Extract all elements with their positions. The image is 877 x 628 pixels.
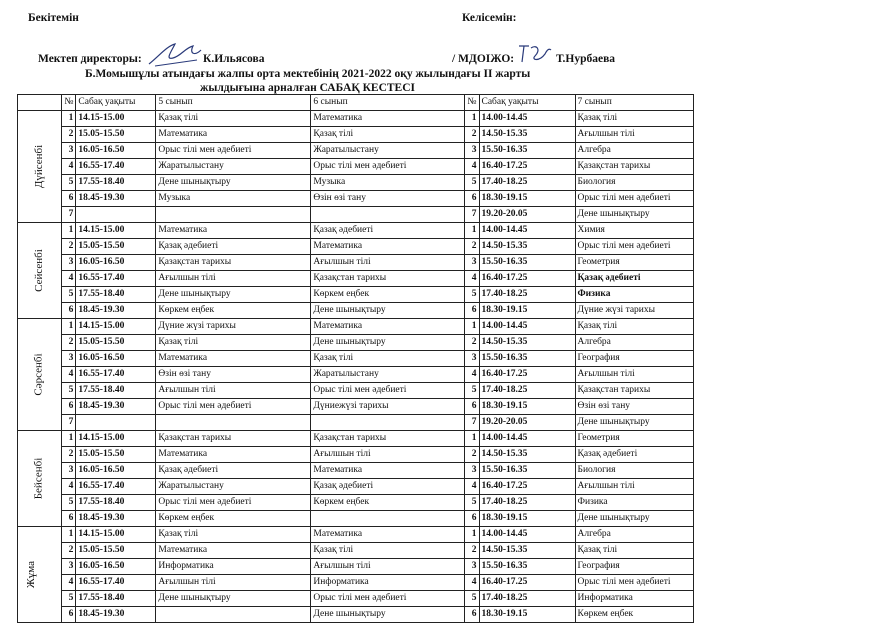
lesson-number-2: 5 — [465, 287, 479, 303]
grade-5-subject: Математика — [156, 127, 311, 143]
lesson-number: 2 — [62, 127, 76, 143]
day-name: Дүйсенбі — [33, 144, 46, 189]
lesson-time: 18.45-19.30 — [76, 303, 156, 319]
grade-7-subject: Қазақ әдебиеті — [575, 447, 693, 463]
grade-5-subject: Жаратылыстану — [156, 159, 311, 175]
lesson-time — [76, 415, 156, 431]
director-signature-icon — [145, 38, 205, 70]
lesson-number-2: 3 — [465, 463, 479, 479]
grade-7-subject: География — [575, 559, 693, 575]
grade-6-subject: Көркем еңбек — [311, 495, 465, 511]
grade-6-subject: Жаратылыстану — [311, 143, 465, 159]
grade-6-subject: Қазақстан тарихы — [311, 431, 465, 447]
lesson-time-2: 14.50-15.35 — [479, 127, 575, 143]
table-header-row — [18, 95, 694, 111]
lesson-time: 15.05-15.50 — [76, 127, 156, 143]
grade-5-subject: Көркем еңбек — [156, 511, 311, 527]
table-row — [18, 591, 694, 607]
table-row — [18, 495, 694, 511]
lesson-number: 3 — [62, 463, 76, 479]
lesson-time: 15.05-15.50 — [76, 447, 156, 463]
grade-5-subject: Орыс тілі мен әдебиеті — [156, 399, 311, 415]
grade-6-subject: Орыс тілі мен әдебиеті — [311, 383, 465, 399]
lesson-number-2: 2 — [465, 239, 479, 255]
lesson-number-2: 4 — [465, 159, 479, 175]
grade-6-subject: Дене шынықтыру — [311, 607, 465, 623]
grade-5-subject: Өзін өзі тану — [156, 367, 311, 383]
table-row — [18, 399, 694, 415]
grade-6-subject: Қазақ тілі — [311, 127, 465, 143]
grade-7-subject: Биология — [575, 463, 693, 479]
table-row — [18, 207, 694, 223]
grade-5-subject: Дүние жүзі тарихы — [156, 319, 311, 335]
grade-7-subject: Дүние жүзі тарихы — [575, 303, 693, 319]
grade-6-subject: Дүниежүзі тарихы — [311, 399, 465, 415]
lesson-number: 6 — [62, 191, 76, 207]
grade-5-subject: Математика — [156, 543, 311, 559]
lesson-time-2: 14.00-14.45 — [479, 527, 575, 543]
lesson-number: 3 — [62, 351, 76, 367]
grade-5-subject: Жаратылыстану — [156, 479, 311, 495]
lesson-time-2: 17.40-18.25 — [479, 495, 575, 511]
grade-7-subject: Қазақ тілі — [575, 319, 693, 335]
grade-7-subject: География — [575, 351, 693, 367]
agreement-title: Келісемін: — [462, 12, 517, 24]
grade-7-subject: Көркем еңбек — [575, 607, 693, 623]
lesson-time: 16.55-17.40 — [76, 479, 156, 495]
day-label — [18, 527, 62, 623]
lesson-time: 18.45-19.30 — [76, 399, 156, 415]
grade-7-subject: Ағылшын тілі — [575, 367, 693, 383]
grade-7-subject: Геометрия — [575, 255, 693, 271]
table-row — [18, 383, 694, 399]
lesson-time-2: 16.40-17.25 — [479, 479, 575, 495]
grade-6-subject: Қазақ тілі — [311, 543, 465, 559]
lesson-time-2: 18.30-19.15 — [479, 191, 575, 207]
grade-7-subject: Геометрия — [575, 431, 693, 447]
lesson-number-2: 5 — [465, 175, 479, 191]
table-row — [18, 271, 694, 287]
table-row — [18, 431, 694, 447]
grade-6-subject: Орыс тілі мен әдебиеті — [311, 159, 465, 175]
lesson-time-2: 14.50-15.35 — [479, 335, 575, 351]
grade-5-subject: Ағылшын тілі — [156, 575, 311, 591]
lesson-time-2: 18.30-19.15 — [479, 303, 575, 319]
grade-5-subject: Қазақ тілі — [156, 111, 311, 127]
grade-5-subject: Математика — [156, 351, 311, 367]
lesson-time-2: 14.00-14.45 — [479, 223, 575, 239]
grade-7-subject: Алгебра — [575, 527, 693, 543]
lesson-number: 4 — [62, 575, 76, 591]
lesson-number: 2 — [62, 447, 76, 463]
lesson-time: 14.15-15.00 — [76, 431, 156, 447]
lesson-number-2: 6 — [465, 399, 479, 415]
grade-5-subject: Ағылшын тілі — [156, 383, 311, 399]
grade-5-subject: Көркем еңбек — [156, 303, 311, 319]
lesson-number-2: 2 — [465, 335, 479, 351]
lesson-number-2: 1 — [465, 527, 479, 543]
lesson-number: 5 — [62, 175, 76, 191]
day-label — [18, 223, 62, 319]
day-label — [18, 319, 62, 431]
lesson-number-2: 2 — [465, 447, 479, 463]
grade-6-subject: Математика — [311, 239, 465, 255]
lesson-time-2: 16.40-17.25 — [479, 367, 575, 383]
lesson-number-2: 3 — [465, 255, 479, 271]
grade-6-subject: Музыка — [311, 175, 465, 191]
lesson-number: 2 — [62, 239, 76, 255]
deputy-signature-icon — [515, 40, 555, 68]
lesson-number-2: 1 — [465, 319, 479, 335]
lesson-time: 15.05-15.50 — [76, 335, 156, 351]
grade-7-subject: Дене шынықтыру — [575, 511, 693, 527]
lesson-number-2: 4 — [465, 367, 479, 383]
lesson-number-2: 2 — [465, 543, 479, 559]
director-name: К.Ильясова — [203, 53, 265, 65]
header-time-2: Сабақ уақыты — [479, 95, 575, 111]
grade-7-subject: Физика — [575, 495, 693, 511]
grade-5-subject — [156, 415, 311, 431]
grade-6-subject: Дене шынықтыру — [311, 303, 465, 319]
lesson-time-2: 17.40-18.25 — [479, 175, 575, 191]
lesson-time-2: 18.30-19.15 — [479, 511, 575, 527]
table-row — [18, 239, 694, 255]
grade-6-subject: Жаратылыстану — [311, 367, 465, 383]
lesson-number: 4 — [62, 271, 76, 287]
grade-7-subject: Алгебра — [575, 335, 693, 351]
lesson-number-2: 3 — [465, 143, 479, 159]
grade-6-subject: Ағылшын тілі — [311, 447, 465, 463]
table-row — [18, 143, 694, 159]
lesson-number-2: 6 — [465, 607, 479, 623]
lesson-number-2: 1 — [465, 223, 479, 239]
table-row — [18, 335, 694, 351]
lesson-time: 18.45-19.30 — [76, 511, 156, 527]
table-row — [18, 159, 694, 175]
lesson-time — [76, 207, 156, 223]
grade-6-subject — [311, 207, 465, 223]
grade-6-subject: Өзін өзі тану — [311, 191, 465, 207]
table-row — [18, 511, 694, 527]
lesson-time: 15.05-15.50 — [76, 239, 156, 255]
lesson-number-2: 6 — [465, 191, 479, 207]
lesson-time-2: 15.50-16.35 — [479, 255, 575, 271]
lesson-time: 14.15-15.00 — [76, 111, 156, 127]
lesson-time: 16.05-16.50 — [76, 559, 156, 575]
grade-5-subject: Қазақ әдебиеті — [156, 463, 311, 479]
grade-6-subject: Қазақстан тарихы — [311, 271, 465, 287]
grade-7-subject: Алгебра — [575, 143, 693, 159]
lesson-time-2: 14.00-14.45 — [479, 431, 575, 447]
lesson-number: 5 — [62, 383, 76, 399]
lesson-time-2: 15.50-16.35 — [479, 559, 575, 575]
grade-6-subject: Информатика — [311, 575, 465, 591]
lesson-number-2: 1 — [465, 111, 479, 127]
lesson-number: 2 — [62, 543, 76, 559]
lesson-number: 3 — [62, 559, 76, 575]
lesson-number: 5 — [62, 591, 76, 607]
grade-5-subject: Математика — [156, 223, 311, 239]
header-grade-7: 7 сынып — [575, 95, 693, 111]
grade-6-subject: Қазақ тілі — [311, 351, 465, 367]
lesson-time-2: 16.40-17.25 — [479, 159, 575, 175]
lesson-number: 1 — [62, 527, 76, 543]
table-row — [18, 367, 694, 383]
lesson-time: 16.55-17.40 — [76, 159, 156, 175]
lesson-number-2: 2 — [465, 127, 479, 143]
lesson-number: 6 — [62, 607, 76, 623]
table-row — [18, 575, 694, 591]
table-row — [18, 287, 694, 303]
grade-5-subject — [156, 607, 311, 623]
lesson-time: 16.05-16.50 — [76, 351, 156, 367]
grade-5-subject: Дене шынықтыру — [156, 175, 311, 191]
lesson-number-2: 4 — [465, 575, 479, 591]
day-name: Сәрсенбі — [32, 353, 45, 396]
grade-7-subject: Информатика — [575, 591, 693, 607]
table-row — [18, 175, 694, 191]
header-day-cell — [18, 95, 62, 111]
lesson-number-2: 6 — [465, 511, 479, 527]
lesson-number-2: 3 — [465, 559, 479, 575]
approval-title: Бекітемін — [28, 12, 79, 24]
grade-5-subject: Қазақ әдебиеті — [156, 239, 311, 255]
grade-5-subject: Қазақстан тарихы — [156, 255, 311, 271]
table-row — [18, 127, 694, 143]
header-num-2: № — [465, 95, 479, 111]
grade-7-subject: Қазақстан тарихы — [575, 383, 693, 399]
grade-5-subject: Ағылшын тілі — [156, 271, 311, 287]
grade-7-subject: Дене шынықтыру — [575, 207, 693, 223]
grade-6-subject: Ағылшын тілі — [311, 255, 465, 271]
lesson-time-2: 14.50-15.35 — [479, 239, 575, 255]
table-row — [18, 255, 694, 271]
deputy-name: Т.Нурбаева — [556, 53, 616, 65]
lesson-number: 7 — [62, 207, 76, 223]
table-row — [18, 111, 694, 127]
grade-6-subject — [311, 415, 465, 431]
table-row — [18, 415, 694, 431]
schedule-title-line2: жылдығына арналған САБАҚ КЕСТЕСІ — [200, 82, 416, 94]
grade-5-subject: Дене шынықтыру — [156, 591, 311, 607]
lesson-time-2: 17.40-18.25 — [479, 591, 575, 607]
lesson-number-2: 7 — [465, 207, 479, 223]
lesson-time: 14.15-15.00 — [76, 223, 156, 239]
lesson-time-2: 14.50-15.35 — [479, 447, 575, 463]
grade-5-subject: Математика — [156, 447, 311, 463]
lesson-number: 1 — [62, 319, 76, 335]
grade-7-subject: Химия — [575, 223, 693, 239]
schedule-table — [17, 94, 694, 623]
grade-6-subject: Көркем еңбек — [311, 287, 465, 303]
lesson-number: 1 — [62, 431, 76, 447]
grade-5-subject: Музыка — [156, 191, 311, 207]
lesson-number-2: 3 — [465, 351, 479, 367]
table-row — [18, 191, 694, 207]
grade-5-subject — [156, 207, 311, 223]
day-name: Сейсенбі — [32, 249, 45, 292]
grade-5-subject: Қазақ тілі — [156, 335, 311, 351]
lesson-number: 6 — [62, 303, 76, 319]
lesson-time-2: 16.40-17.25 — [479, 271, 575, 287]
grade-7-subject: Орыс тілі мен әдебиеті — [575, 575, 693, 591]
lesson-number: 5 — [62, 495, 76, 511]
grade-6-subject: Орыс тілі мен әдебиеті — [311, 591, 465, 607]
lesson-time: 14.15-15.00 — [76, 319, 156, 335]
lesson-number: 6 — [62, 511, 76, 527]
header-num: № — [62, 95, 76, 111]
lesson-number-2: 5 — [465, 383, 479, 399]
lesson-time-2: 14.00-14.45 — [479, 319, 575, 335]
lesson-number: 5 — [62, 287, 76, 303]
grade-7-subject: Орыс тілі мен әдебиеті — [575, 239, 693, 255]
lesson-time-2: 15.50-16.35 — [479, 143, 575, 159]
lesson-time-2: 19.20-20.05 — [479, 415, 575, 431]
grade-7-subject: Қазақ тілі — [575, 543, 693, 559]
header-grade-6: 6 сынып — [311, 95, 465, 111]
grade-5-subject: Қазақ тілі — [156, 527, 311, 543]
grade-7-subject: Қазақ тілі — [575, 111, 693, 127]
director-label: Мектеп директоры: — [38, 53, 142, 65]
grade-6-subject: Дене шынықтыру — [311, 335, 465, 351]
lesson-number: 4 — [62, 367, 76, 383]
grade-5-subject: Қазақстан тарихы — [156, 431, 311, 447]
table-row — [18, 559, 694, 575]
lesson-time: 16.05-16.50 — [76, 463, 156, 479]
lesson-time: 16.55-17.40 — [76, 367, 156, 383]
lesson-number: 4 — [62, 479, 76, 495]
grade-7-subject: Орыс тілі мен әдебиеті — [575, 191, 693, 207]
table-row — [18, 223, 694, 239]
deputy-label: / МДОІЖО: — [452, 53, 515, 65]
grade-6-subject: Қазақ әдебиеті — [311, 223, 465, 239]
day-label — [18, 431, 62, 527]
table-row — [18, 319, 694, 335]
lesson-time: 17.55-18.40 — [76, 383, 156, 399]
lesson-number: 4 — [62, 159, 76, 175]
lesson-number: 3 — [62, 143, 76, 159]
lesson-number-2: 6 — [465, 303, 479, 319]
table-row — [18, 607, 694, 623]
day-name: Бейсенбі — [32, 457, 45, 500]
grade-7-subject: Қазақ әдебиеті — [575, 271, 693, 287]
grade-7-subject: Физика — [575, 287, 693, 303]
grade-5-subject: Орыс тілі мен әдебиеті — [156, 143, 311, 159]
grade-6-subject: Қазақ әдебиеті — [311, 479, 465, 495]
grade-7-subject: Биология — [575, 175, 693, 191]
lesson-time: 18.45-19.30 — [76, 191, 156, 207]
grade-6-subject: Математика — [311, 319, 465, 335]
lesson-number: 6 — [62, 399, 76, 415]
grade-5-subject: Орыс тілі мен әдебиеті — [156, 495, 311, 511]
lesson-time-2: 15.50-16.35 — [479, 463, 575, 479]
lesson-time-2: 18.30-19.15 — [479, 607, 575, 623]
lesson-number: 1 — [62, 111, 76, 127]
lesson-number-2: 4 — [465, 271, 479, 287]
lesson-number: 3 — [62, 255, 76, 271]
grade-6-subject: Математика — [311, 527, 465, 543]
lesson-number: 1 — [62, 223, 76, 239]
lesson-number-2: 5 — [465, 495, 479, 511]
lesson-number-2: 7 — [465, 415, 479, 431]
lesson-number-2: 5 — [465, 591, 479, 607]
lesson-number: 7 — [62, 415, 76, 431]
table-row — [18, 543, 694, 559]
lesson-time: 14.15-15.00 — [76, 527, 156, 543]
lesson-time-2: 14.00-14.45 — [479, 111, 575, 127]
table-row — [18, 463, 694, 479]
grade-7-subject: Өзін өзі тану — [575, 399, 693, 415]
lesson-time: 17.55-18.40 — [76, 287, 156, 303]
lesson-number-2: 1 — [465, 431, 479, 447]
lesson-time: 17.55-18.40 — [76, 591, 156, 607]
header-grade-5: 5 сынып — [156, 95, 311, 111]
grade-5-subject: Дене шынықтыру — [156, 287, 311, 303]
grade-5-subject: Информатика — [156, 559, 311, 575]
grade-7-subject: Ағылшын тілі — [575, 479, 693, 495]
table-row — [18, 447, 694, 463]
grade-6-subject: Математика — [311, 111, 465, 127]
lesson-time: 15.05-15.50 — [76, 543, 156, 559]
grade-6-subject — [311, 511, 465, 527]
lesson-number-2: 4 — [465, 479, 479, 495]
lesson-time-2: 17.40-18.25 — [479, 383, 575, 399]
day-name: Жұма — [25, 560, 38, 589]
grade-7-subject: Қазақстан тарихы — [575, 159, 693, 175]
table-row — [18, 479, 694, 495]
lesson-time-2: 19.20-20.05 — [479, 207, 575, 223]
grade-7-subject: Дене шынықтыру — [575, 415, 693, 431]
lesson-time: 18.45-19.30 — [76, 607, 156, 623]
grade-6-subject: Ағылшын тілі — [311, 559, 465, 575]
lesson-time-2: 18.30-19.15 — [479, 399, 575, 415]
day-label — [18, 111, 62, 223]
grade-7-subject: Ағылшын тілі — [575, 127, 693, 143]
schedule-title-line1: Б.Момышұлы атындағы жалпы орта мектебінің 2021-2022 оқу жылындағы II жарты — [85, 68, 531, 80]
lesson-time: 16.55-17.40 — [76, 271, 156, 287]
lesson-time-2: 16.40-17.25 — [479, 575, 575, 591]
lesson-time-2: 15.50-16.35 — [479, 351, 575, 367]
lesson-time: 16.05-16.50 — [76, 143, 156, 159]
header-time: Сабақ уақыты — [76, 95, 156, 111]
grade-6-subject: Математика — [311, 463, 465, 479]
table-row — [18, 303, 694, 319]
table-row — [18, 527, 694, 543]
lesson-time-2: 14.50-15.35 — [479, 543, 575, 559]
lesson-time: 16.05-16.50 — [76, 255, 156, 271]
lesson-number: 2 — [62, 335, 76, 351]
lesson-time-2: 17.40-18.25 — [479, 287, 575, 303]
lesson-time: 17.55-18.40 — [76, 495, 156, 511]
table-row — [18, 351, 694, 367]
lesson-time: 17.55-18.40 — [76, 175, 156, 191]
lesson-time: 16.55-17.40 — [76, 575, 156, 591]
